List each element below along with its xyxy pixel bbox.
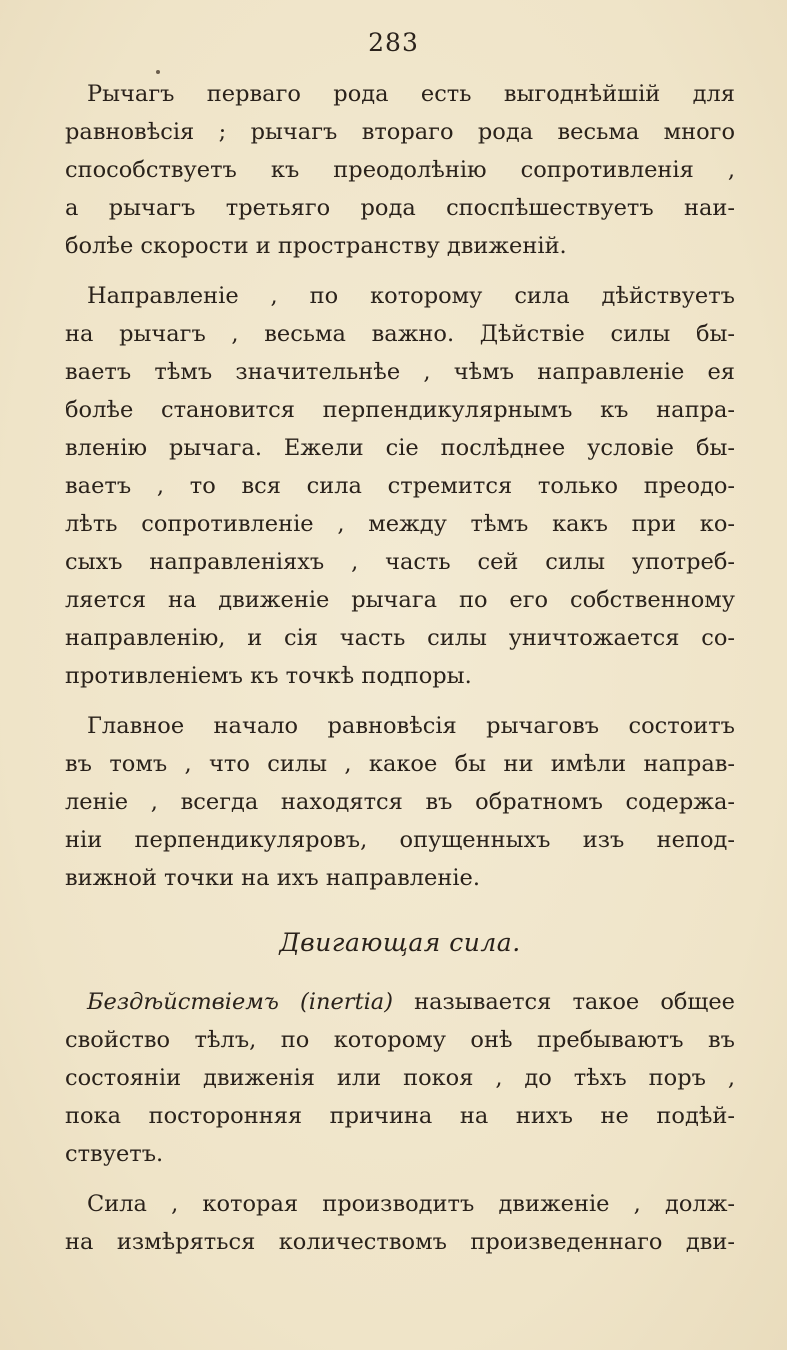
text-line: свойство тѣлъ, по которому онѣ пребываютъ въ (65, 1027, 735, 1053)
text-line: ваетъ тѣмъ значительнѣе , чѣмъ направленіе ея (65, 359, 735, 385)
text-line: Сила , которая производитъ движеніе , долж- (87, 1191, 735, 1217)
text-line: Рычагъ перваго рода есть выгоднѣйшій для (87, 81, 735, 107)
text-line: направленію, и сія часть силы уничтожается со- (65, 625, 735, 651)
text-line: въ томъ , что силы , какое бы ни имѣли направ- (65, 751, 735, 777)
text-line: ніи перпендикуляровъ, опущенныхъ изъ непод- (65, 827, 735, 853)
text-line: на рычагъ , весьма важно. Дѣйствіе силы бы- (65, 321, 735, 347)
term-italic: Бездѣйствіемъ (87, 989, 279, 1015)
paragraph-5 (65, 1185, 735, 1261)
term-latin: (inertia) (300, 989, 393, 1015)
text-line: вленію рычага. Ежели сіе послѣднее условіе бы- (65, 435, 735, 461)
text-line: болѣе скорости и пространству движеній. (65, 233, 567, 259)
section-heading: Двигающая сила. (279, 928, 521, 957)
text-line: ваетъ , то вся сила стремится только преодо- (65, 473, 735, 499)
page-number: 283 (368, 28, 419, 57)
text-line: вижной точки на ихъ направленіе. (65, 865, 481, 891)
text-line: сыхъ направленіяхъ , часть сей силы употреб- (65, 549, 735, 575)
text-line: болѣе становится перпендикулярнымъ къ напра- (65, 397, 735, 423)
text-line: ствуетъ. (65, 1141, 164, 1167)
paragraph-3 (65, 707, 735, 897)
text-line: лѣть сопротивленіе , между тѣмъ какъ при ко- (65, 511, 735, 537)
text-line: Направленіе , по которому сила дѣйствуетъ (87, 283, 735, 309)
paragraph-2 (65, 277, 735, 695)
body-text (65, 75, 735, 1261)
ink-dot (156, 70, 160, 74)
text-line: ляется на движеніе рычага по его собственному (65, 587, 735, 613)
text-line: а рычагъ третьяго рода споспѣшествуетъ наи- (65, 195, 735, 221)
text-line: равновѣсія ; рычагъ втораго рода весьма много (65, 119, 735, 145)
text-line (65, 983, 735, 1021)
text-line: состояніи движенія или покоя , до тѣхъ поръ , (65, 1065, 735, 1091)
text-line: противленіемъ къ точкѣ подпоры. (65, 663, 472, 689)
paragraph-4 (65, 983, 735, 1173)
text-line: способствуетъ къ преодолѣнію сопротивленія , (65, 157, 735, 183)
paragraph-1 (65, 75, 735, 265)
text-line: пока посторонняя причина на нихъ не подѣй- (65, 1103, 735, 1129)
text-line: Главное начало равновѣсія рычаговъ состоитъ (87, 713, 735, 739)
text-fragment: называется такое общее (414, 989, 735, 1015)
text-line: на измѣряться количествомъ произведеннаго дви- (65, 1229, 735, 1255)
text-line: леніе , всегда находятся въ обратномъ содержа- (65, 789, 735, 815)
